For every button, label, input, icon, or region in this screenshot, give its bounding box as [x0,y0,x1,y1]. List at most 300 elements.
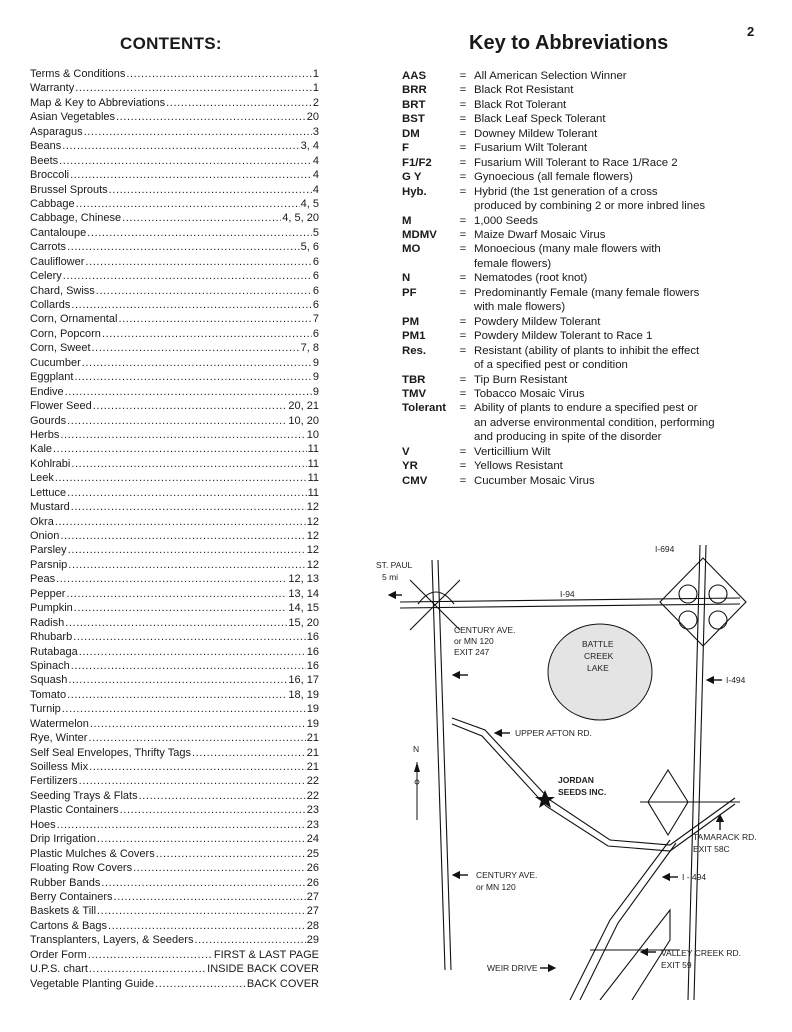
abbreviation-definition: Verticillium Wilt [474,445,551,458]
toc-leader-dots [71,457,306,471]
abbreviation-definition: Tobacco Mosaic Virus [474,387,585,400]
equals-sign: = [459,243,467,256]
equals-sign: = [459,171,467,184]
abbreviation-definition: Black Rot Tolerant [474,98,567,111]
toc-label: Gourds [30,414,67,427]
toc-leader-dots [56,572,287,586]
toc-row [30,399,319,413]
toc-label: U.P.S. chart [30,963,88,976]
toc-label: Baskets & Till [30,905,97,918]
abbreviation-row [402,242,762,271]
st-paul-label: ST. PAUL [376,560,413,570]
abbreviation-definition: Hybrid (the 1st generation of a cross produced by combining 2 or more inbred lines [474,185,706,213]
upper-afton-label: UPPER AFTON RD. [515,728,592,738]
toc-leader-dots [87,226,312,240]
valley-creek-exit: EXIT 59 [661,960,692,970]
north-label: N [413,744,420,754]
toc-label: Beets [30,154,59,167]
abbreviation-code: PM [402,315,420,328]
toc-label: Seeding Trays & Flats [30,789,138,802]
toc-row [30,168,319,182]
abbreviation-row [402,156,762,170]
abbreviation-code: DM [402,127,420,140]
abbreviation-row [402,344,762,373]
toc-row [30,760,319,774]
equals-sign: = [459,460,467,473]
toc-leader-dots [66,587,287,601]
toc-label: Order Form [30,948,87,961]
abbreviation-code: V [402,445,410,458]
st-paul-distance: 5 mi [382,572,399,582]
abbreviation-code: AAS [402,70,427,82]
toc-label: Carrots [30,241,67,254]
abbreviation-definition: 1,000 Seeds [474,214,538,227]
table-of-contents [30,67,319,991]
toc-page: 6 [312,255,319,268]
toc-row [30,341,319,355]
toc-leader-dots [90,717,306,731]
toc-row [30,731,319,745]
equals-sign: = [459,330,467,343]
abbreviation-code: F1/F2 [402,156,432,169]
page-number: 2 [747,24,755,39]
toc-leader-dots [156,847,306,861]
abbreviation-row [402,286,762,315]
toc-page: 6 [312,299,319,311]
toc-leader-dots [82,356,312,370]
toc-page: 13, 14 [288,587,319,600]
toc-label: Endive [30,385,64,398]
abbreviation-code: YR [402,460,418,473]
toc-row [30,139,319,153]
abbreviation-definition: Fusarium Will Tolerant to Race 1/Race 2 [474,156,678,169]
toc-row [30,197,319,211]
toc-leader-dots [89,962,206,976]
toc-row [30,717,319,731]
toc-page: 7 [312,313,319,326]
abbreviation-definition: Maize Dwarf Mosaic Virus [474,228,606,241]
toc-label: Leek [30,472,54,485]
equals-sign: = [459,228,467,241]
toc-row [30,977,319,991]
toc-row [30,327,319,341]
toc-label: Okra [30,515,54,528]
toc-leader-dots [84,125,312,139]
toc-page: 4, 5, 20 [282,212,319,225]
toc-row [30,904,319,918]
toc-row [30,803,319,817]
equals-sign: = [459,142,467,155]
toc-leader-dots [76,197,300,211]
toc-row [30,774,319,788]
jordan-seeds-label-line2: SEEDS INC. [558,787,607,797]
abbreviation-definition: Powdery Mildew Tolerant to Race 1 [474,330,653,343]
abbreviation-row [402,228,762,242]
toc-row [30,818,319,832]
abbreviation-definition: Cucumber Mosaic Virus [474,474,595,487]
toc-row [30,125,319,139]
toc-page: 6 [312,327,319,340]
toc-page: FIRST & LAST PAGE [213,948,319,961]
toc-label: Self Seal Envelopes, Thrifty Tags [30,746,192,759]
toc-page: 7, 8 [300,342,319,355]
abbreviation-code: TMV [402,387,427,400]
toc-label: Corn, Sweet [30,342,91,355]
toc-label: Asparagus [30,125,83,138]
toc-row [30,298,319,312]
toc-page: 4 [312,154,319,167]
toc-label: Spinach [30,659,70,672]
toc-page: 9 [312,385,319,398]
toc-row [30,832,319,846]
toc-label: Map & Key to Abbreviations [30,96,166,109]
i494-upper-label: I-494 [726,675,746,685]
toc-page: 12 [306,558,319,571]
toc-label: Fertilizers [30,775,78,788]
toc-label: Turnip [30,703,61,716]
toc-page: INSIDE BACK COVER [207,963,319,976]
i94-label: I-94 [560,589,575,599]
toc-page: 22 [306,789,319,802]
abbreviation-row [402,98,762,112]
abbreviation-code: BRR [402,84,427,97]
toc-page: 5, 6 [300,241,319,254]
toc-label: Chard, Swiss [30,284,95,297]
toc-leader-dots [67,486,306,500]
toc-row [30,933,319,947]
toc-row [30,486,319,500]
tamarack-exit: EXIT 58C [693,844,730,854]
abbreviations-list [402,69,762,488]
toc-label: Cauliflower [30,255,85,268]
equals-sign: = [459,387,467,400]
abbreviation-definition: Monoecious (many male flowers with female flowers) [474,243,661,270]
toc-row [30,240,319,254]
abbreviation-row [402,329,762,343]
abbreviation-definition: All American Selection Winner [474,70,627,82]
toc-label: Cucumber [30,356,81,369]
directions-map [370,540,770,1000]
abbreviation-row [402,373,762,387]
toc-page: 16, 17 [288,674,319,687]
equals-sign: = [459,113,467,126]
road-network [400,545,746,1000]
toc-label: Soilless Mix [30,761,89,773]
abbreviation-definition: Powdery Mildew Tolerant [474,315,601,328]
toc-leader-dots [116,110,306,124]
abbreviation-row [402,445,762,459]
toc-row [30,543,319,557]
lake-label-line1: BATTLE [582,639,614,649]
toc-page: 11 [307,472,319,485]
equals-sign: = [459,373,467,386]
toc-row [30,500,319,514]
toc-leader-dots [122,211,281,225]
abbreviation-code: Hyb. [402,185,427,198]
abbreviation-row [402,141,762,155]
abbreviation-code: TBR [402,373,426,386]
valley-creek-label: VALLEY CREEK RD. [661,948,741,958]
toc-row [30,890,319,904]
toc-page: 1 [312,82,319,95]
toc-label: Broccoli [30,169,70,182]
toc-row [30,572,319,586]
toc-row [30,529,319,543]
toc-page: 10 [306,428,319,441]
toc-leader-dots [120,803,306,817]
equals-sign: = [459,70,467,82]
toc-page: 21 [306,732,319,745]
toc-leader-dots [89,760,306,774]
toc-label: Plastic Mulches & Covers [30,847,155,860]
toc-page: 20, 21 [288,400,319,413]
abbreviation-definition: Tip Burn Resistant [474,373,568,386]
abbreviation-row [402,214,762,228]
abbreviation-definition: Downey Mildew Tolerant [474,127,598,140]
toc-label: Cartons & Bags [30,919,108,932]
toc-row [30,962,319,976]
toc-page: 12 [306,544,319,557]
toc-label: Pumpkin [30,602,73,615]
toc-page: 14, 15 [288,602,319,615]
abbreviation-definition: Yellows Resistant [474,460,563,473]
toc-page: 23 [306,804,319,817]
toc-label: Flower Seed [30,400,92,413]
century-ave-upper-route: or MN 120 [454,636,494,646]
toc-label: Rhubarb [30,631,73,644]
toc-row [30,110,319,124]
abbreviation-code: BST [402,113,425,126]
toc-page: 9 [312,356,319,369]
toc-leader-dots [79,645,306,659]
toc-label: Parsley [30,544,67,557]
toc-leader-dots [192,746,306,760]
toc-page: 11 [307,443,319,456]
toc-label: Celery [30,270,62,283]
toc-leader-dots [60,428,305,442]
equals-sign: = [459,214,467,227]
toc-label: Corn, Popcorn [30,327,101,340]
toc-leader-dots [118,312,311,326]
i494-lower-label: I - 494 [682,872,707,882]
toc-page: 5 [312,226,319,239]
toc-row [30,673,319,687]
toc-leader-dots [65,616,287,630]
toc-row [30,226,319,240]
toc-page: 23 [306,818,319,831]
abbreviation-code: BRT [402,98,426,111]
toc-leader-dots [96,284,312,298]
toc-row [30,471,319,485]
toc-label: Lettuce [30,486,67,499]
toc-label: Beans [30,140,62,153]
toc-leader-dots [133,861,306,875]
toc-leader-dots [74,370,311,384]
abbreviation-code: N [402,272,411,285]
century-ave-lower-route: or MN 120 [476,882,516,892]
toc-leader-dots [71,659,306,673]
toc-leader-dots [68,558,305,572]
toc-row [30,183,319,197]
abbreviation-definition: Nematodes (root knot) [474,272,588,285]
equals-sign: = [459,402,467,415]
toc-label: Eggplant [30,371,74,384]
toc-page: 3 [312,125,319,138]
toc-row [30,356,319,370]
north-arrow [414,762,420,820]
abbreviation-code: Res. [402,344,427,357]
lake-label-line3: LAKE [587,663,609,673]
toc-row [30,876,319,890]
abbreviation-code: G Y [402,171,422,184]
abbreviation-row [402,185,762,214]
toc-label: Tomato [30,688,67,701]
toc-leader-dots [88,948,213,962]
toc-row [30,688,319,702]
toc-leader-dots [60,529,305,543]
toc-row [30,630,319,644]
toc-leader-dots [92,341,300,355]
century-ave-lower-label: CENTURY AVE. [476,870,538,880]
toc-label: Squash [30,674,68,687]
toc-label: Floating Row Covers [30,862,133,875]
toc-leader-dots [166,96,312,110]
toc-row [30,211,319,225]
toc-label: Vegetable Planting Guide [30,977,155,990]
toc-row [30,442,319,456]
toc-page: 4 [312,183,319,196]
toc-row [30,702,319,716]
toc-leader-dots [102,327,312,341]
toc-leader-dots [71,298,312,312]
toc-page: 29 [306,934,319,947]
toc-row [30,847,319,861]
toc-leader-dots [67,240,300,254]
toc-page: 10, 20 [288,414,319,427]
toc-page: BACK COVER [246,977,319,990]
toc-row [30,616,319,630]
toc-leader-dots [88,731,305,745]
toc-leader-dots [59,154,312,168]
toc-page: 19 [306,717,319,730]
toc-label: Cabbage [30,197,75,210]
toc-row [30,428,319,442]
abbreviation-definition: Resistant (ability of plants to inhibit the effect of a specified pest or condition [474,344,700,372]
toc-row [30,515,319,529]
toc-page: 20 [306,111,319,124]
toc-page: 12, 13 [288,573,319,586]
toc-row [30,414,319,428]
toc-leader-dots [57,818,306,832]
equals-sign: = [459,286,467,299]
toc-label: Plastic Containers [30,804,119,817]
toc-leader-dots [75,81,312,95]
toc-label: Rye, Winter [30,732,88,745]
i694-label: I-694 [655,544,675,554]
equals-sign: = [459,98,467,111]
toc-row [30,587,319,601]
toc-row [30,312,319,326]
toc-leader-dots [70,168,312,182]
abbreviation-row [402,271,762,285]
toc-label: Brussel Sprouts [30,183,108,196]
toc-leader-dots [114,890,306,904]
abbreviation-row [402,387,762,401]
toc-page: 12 [306,515,319,528]
toc-page: 2 [312,96,319,109]
equals-sign: = [459,185,467,198]
abbreviation-code: M [402,214,412,227]
toc-label: Cantaloupe [30,226,87,239]
abbreviation-code: PM1 [402,330,426,343]
abbreviation-row [402,315,762,329]
toc-label: Asian Vegetables [30,111,116,124]
toc-label: Rubber Bands [30,876,101,889]
toc-leader-dots [126,67,312,81]
abbreviation-row [402,459,762,473]
abbreviation-code: F [402,142,409,155]
toc-leader-dots [67,688,287,702]
toc-row [30,861,319,875]
toc-label: Kohlrabi [30,457,71,470]
toc-page: 19 [306,703,319,716]
toc-leader-dots [108,919,306,933]
abbreviation-code: CMV [402,474,428,487]
toc-page: 21 [306,746,319,759]
toc-page: 6 [312,284,319,297]
lake-label-line2: CREEK [584,651,614,661]
abbreviation-definition: Predominantly Female (many female flowers with male flowers) [474,286,700,314]
toc-row [30,255,319,269]
toc-leader-dots [71,500,306,514]
toc-leader-dots [79,774,306,788]
toc-row [30,81,319,95]
weir-drive-label: WEIR DRIVE [487,963,538,973]
toc-page: 27 [306,890,319,903]
toc-label: Onion [30,530,60,542]
toc-leader-dots [97,832,306,846]
toc-page: 28 [306,919,319,932]
toc-page: 26 [306,862,319,875]
toc-page: 6 [312,270,319,283]
toc-row [30,96,319,110]
toc-leader-dots [65,385,312,399]
equals-sign: = [459,156,467,169]
jordan-seeds-label-line1: JORDAN [558,775,594,785]
century-ave-upper-label: CENTURY AVE. [454,625,516,635]
toc-leader-dots [155,977,246,991]
abbreviation-definition: Ability of plants to endure a specified pest or an adverse environmental condition, performing and producing in spite of the disorder [474,402,715,444]
toc-label: Herbs [30,428,60,441]
toc-page: 15, 20 [288,616,319,629]
abbreviation-code: Tolerant [402,402,447,415]
toc-leader-dots [68,673,287,687]
toc-leader-dots [85,255,311,269]
toc-page: 9 [312,371,319,384]
tamarack-label: TAMARACK RD. [693,832,757,842]
equals-sign: = [459,445,467,458]
toc-leader-dots [73,630,306,644]
toc-leader-dots [101,876,305,890]
toc-label: Rutabaga [30,645,78,658]
abbreviation-definition: Gynoecious (all female flowers) [474,171,633,184]
toc-row [30,154,319,168]
equals-sign: = [459,84,467,97]
equals-sign: = [459,272,467,285]
toc-label: Watermelon [30,717,89,730]
abbreviation-row [402,170,762,184]
toc-row [30,746,319,760]
